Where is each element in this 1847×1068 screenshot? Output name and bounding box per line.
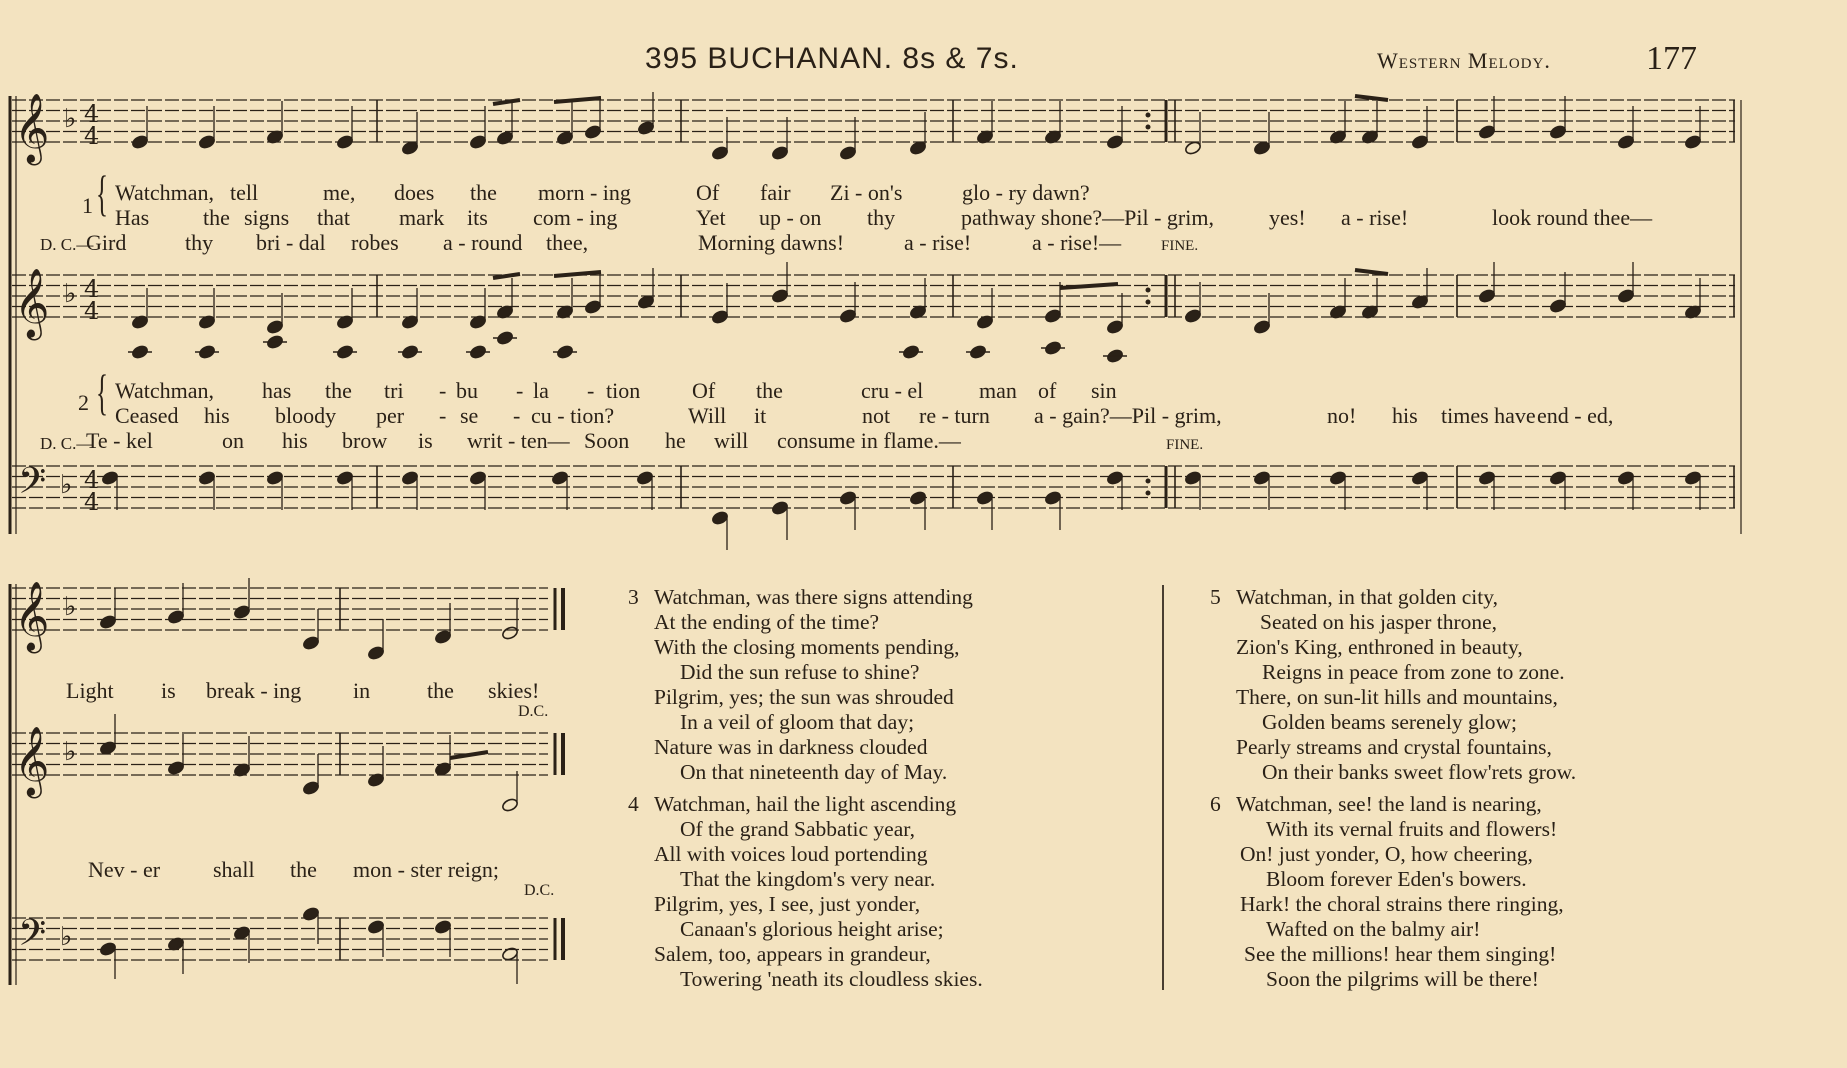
flat-sign: ♭ bbox=[64, 104, 77, 134]
verse-6 bbox=[1210, 792, 1564, 992]
lyric-word: up - on bbox=[759, 205, 822, 230]
half-note bbox=[501, 946, 519, 961]
quarter-note bbox=[1411, 470, 1429, 485]
lyric-word: com - ing bbox=[533, 205, 618, 230]
lyric-word: bu bbox=[456, 378, 478, 403]
lyric-word: glo - ry dawn? bbox=[962, 180, 1090, 205]
quarter-note bbox=[1478, 470, 1496, 485]
quarter-note bbox=[1617, 288, 1635, 303]
quarter-note bbox=[434, 761, 452, 776]
verse-line: With its vernal fruits and flowers! bbox=[1266, 817, 1558, 841]
lyric-word: Ceased bbox=[115, 403, 179, 428]
lyric-word: robes bbox=[351, 230, 399, 255]
lyric-word: - bbox=[513, 403, 521, 428]
lyric-word: times have bbox=[1441, 403, 1536, 428]
lyric-word: morn - ing bbox=[538, 180, 631, 205]
verse-line: Watchman, was there signs attending bbox=[654, 585, 973, 609]
bass-clef-icon: 𝄢 bbox=[18, 912, 47, 963]
quarter-note bbox=[336, 134, 354, 149]
brace: { bbox=[96, 364, 108, 420]
verse-line: On their banks sweet flow'rets grow. bbox=[1262, 760, 1577, 784]
quarter-note bbox=[909, 140, 927, 155]
lyric-word: the bbox=[470, 180, 497, 205]
fine-marker: FINE. bbox=[1161, 238, 1199, 254]
melody-credit: Western Melody. bbox=[1377, 48, 1551, 73]
quarter-note bbox=[101, 470, 119, 485]
quarter-note bbox=[266, 319, 284, 334]
lyric-word: per bbox=[376, 403, 405, 428]
quarter-note bbox=[434, 919, 452, 934]
lyric-word: pathway shone?—Pil - grim, bbox=[961, 205, 1214, 230]
quarter-note bbox=[336, 470, 354, 485]
lyric-word: - bbox=[516, 378, 524, 403]
verse-line: At the ending of the time? bbox=[654, 610, 880, 634]
time-signature: 4 bbox=[84, 122, 100, 150]
quarter-note bbox=[1044, 308, 1062, 323]
quarter-note bbox=[1329, 470, 1347, 485]
lyric-word: signs bbox=[244, 205, 290, 230]
quarter-note bbox=[367, 919, 385, 934]
lyric-word: is bbox=[161, 678, 176, 703]
stanza-number: 1 bbox=[82, 193, 93, 218]
quarter-note bbox=[556, 130, 574, 145]
quarter-note bbox=[771, 500, 789, 515]
quarter-note bbox=[909, 490, 927, 505]
lyric-word: fair bbox=[760, 180, 791, 205]
quarter-note bbox=[434, 629, 452, 644]
verse-line: Bloom forever Eden's bowers. bbox=[1266, 867, 1527, 891]
quarter-note bbox=[711, 145, 729, 160]
treble-clef-icon: 𝄞 bbox=[14, 581, 50, 651]
quarter-note bbox=[1253, 319, 1271, 334]
lyric-word: Soon bbox=[584, 428, 630, 453]
page-number: 177 bbox=[1646, 40, 1697, 77]
verse-line: Wafted on the balmy air! bbox=[1266, 917, 1481, 941]
verse-number: 4 bbox=[628, 792, 639, 816]
quarter-note bbox=[367, 645, 385, 660]
verse-line: There, on sun-lit hills and mountains, bbox=[1236, 685, 1558, 709]
lyric-word: he bbox=[665, 428, 686, 453]
quarter-note bbox=[496, 130, 514, 145]
quarter-note bbox=[99, 941, 117, 956]
lyric-word: brow bbox=[342, 428, 388, 453]
lyric-word: man bbox=[979, 378, 1017, 403]
lyric-word: Watchman, bbox=[115, 378, 215, 403]
verse-line: Soon the pilgrims will be there! bbox=[1266, 967, 1539, 991]
quarter-note bbox=[1478, 288, 1496, 303]
lyric-word: Watchman, bbox=[115, 180, 215, 205]
lyric-word: has bbox=[262, 378, 292, 403]
quarter-note bbox=[1106, 470, 1124, 485]
quarter-note bbox=[233, 925, 251, 940]
quarter-note bbox=[1549, 470, 1567, 485]
bass-clef-icon: 𝄢 bbox=[18, 460, 47, 511]
treble-clef-icon: 𝄞 bbox=[14, 93, 50, 163]
repeat-dot bbox=[1146, 491, 1151, 496]
quarter-note bbox=[839, 308, 857, 323]
verse-number: 3 bbox=[628, 585, 639, 609]
beam bbox=[450, 752, 488, 758]
lyric-word: Of bbox=[696, 180, 720, 205]
quarter-note bbox=[1106, 319, 1124, 334]
quarter-note bbox=[711, 309, 729, 324]
quarter-note bbox=[976, 490, 994, 505]
lyric-word: cu - tion? bbox=[531, 403, 615, 428]
lyric-word: Nev - er bbox=[88, 857, 161, 882]
lyric-word: se bbox=[460, 403, 479, 428]
time-signature: 4 bbox=[84, 466, 100, 494]
lyric-word: Morning dawns! bbox=[698, 230, 845, 255]
lyric-word: on bbox=[222, 428, 244, 453]
quarter-note bbox=[167, 760, 185, 775]
quarter-note bbox=[1253, 140, 1271, 155]
quarter-note bbox=[198, 134, 216, 149]
quarter-note bbox=[1617, 134, 1635, 149]
verse-line: Nature was in darkness clouded bbox=[654, 735, 928, 759]
lyric-word: writ - ten— bbox=[467, 428, 570, 453]
verse-line: Towering 'neath its cloudless skies. bbox=[680, 967, 983, 991]
quarter-note bbox=[401, 470, 419, 485]
quarter-note bbox=[469, 134, 487, 149]
quarter-note bbox=[167, 609, 185, 624]
repeat-dot bbox=[1146, 125, 1151, 130]
lyric-word: bloody bbox=[275, 403, 337, 428]
verse-line: Watchman, see! the land is nearing, bbox=[1236, 792, 1542, 816]
lyric-word: will bbox=[714, 428, 749, 453]
quarter-note bbox=[839, 490, 857, 505]
quarter-note bbox=[1684, 470, 1702, 485]
beam bbox=[1060, 284, 1118, 288]
time-signature: 4 bbox=[84, 100, 100, 128]
lyric-word: is bbox=[418, 428, 433, 453]
fine-marker: FINE. bbox=[1166, 437, 1204, 453]
lyric-word: thy bbox=[185, 230, 214, 255]
quarter-note bbox=[1549, 298, 1567, 313]
verse-line: Salem, too, appears in grandeur, bbox=[654, 942, 931, 966]
quarter-note bbox=[233, 604, 251, 619]
verse-line: Golden beams serenely glow; bbox=[1262, 710, 1517, 734]
verse-line: Seated on his jasper throne, bbox=[1260, 610, 1498, 634]
verse-3 bbox=[628, 585, 973, 785]
flat-sign: ♭ bbox=[64, 737, 77, 767]
quarter-note bbox=[266, 470, 284, 485]
verse-line: Pilgrim, yes; the sun was shrouded bbox=[654, 685, 954, 709]
lyric-word: his bbox=[282, 428, 308, 453]
verse-number: 5 bbox=[1210, 585, 1221, 609]
quarter-note bbox=[198, 470, 216, 485]
quarter-note bbox=[99, 740, 117, 755]
dc-marker: D. C.— bbox=[40, 235, 94, 254]
lyric-word: Gird bbox=[86, 230, 127, 255]
lyric-word: it bbox=[754, 403, 767, 428]
lyric-word: Has bbox=[115, 205, 150, 230]
treble-clef-icon: 𝄞 bbox=[14, 268, 50, 338]
verse-line: With the closing moments pending, bbox=[654, 635, 960, 659]
quarter-note bbox=[711, 510, 729, 525]
stanza-number: 2 bbox=[78, 390, 89, 415]
verse-line: Watchman, in that golden city, bbox=[1236, 585, 1498, 609]
lyric-word: thy bbox=[867, 205, 896, 230]
quarter-note bbox=[1184, 470, 1202, 485]
verse-line: On that nineteenth day of May. bbox=[680, 760, 948, 784]
lyric-word: Zi - on's bbox=[830, 180, 903, 205]
verse-line: All with voices loud portending bbox=[654, 842, 928, 866]
hymn-title: 395 BUCHANAN. 8s & 7s. bbox=[645, 42, 1019, 75]
lyric-word: re - turn bbox=[919, 403, 990, 428]
half-note bbox=[1184, 140, 1202, 155]
lyric-word: sin bbox=[1091, 378, 1117, 403]
time-signature: 4 bbox=[84, 488, 100, 516]
quarter-note bbox=[1478, 124, 1496, 139]
quarter-note bbox=[637, 120, 655, 135]
quarter-note bbox=[771, 288, 789, 303]
lyric-word: his bbox=[204, 403, 230, 428]
repeat-dot bbox=[1146, 288, 1151, 293]
verse-4 bbox=[628, 792, 983, 992]
quarter-note bbox=[401, 140, 419, 155]
lyric-word: - bbox=[587, 378, 595, 403]
lyric-word: his bbox=[1392, 403, 1418, 428]
quarter-note bbox=[469, 470, 487, 485]
dc-marker: D.C. bbox=[524, 882, 555, 899]
quarter-note bbox=[839, 145, 857, 160]
verse-number: 6 bbox=[1210, 792, 1221, 816]
verse-line: Hark! the choral strains there ringing, bbox=[1240, 892, 1564, 916]
lyric-word: no! bbox=[1327, 403, 1357, 428]
verse-line: Watchman, hail the light ascending bbox=[654, 792, 957, 816]
repeat-dot bbox=[1146, 113, 1151, 118]
lyric-word: tion bbox=[606, 378, 641, 403]
quarter-note bbox=[1617, 470, 1635, 485]
quarter-note bbox=[1184, 308, 1202, 323]
lyric-word: a - gain?—Pil - grim, bbox=[1034, 403, 1222, 428]
lyric-word: tell bbox=[230, 180, 259, 205]
lyric-word: tri bbox=[384, 378, 404, 403]
verse-line: See the millions! hear them singing! bbox=[1244, 942, 1557, 966]
lyric-word: Yet bbox=[696, 205, 726, 230]
quarter-note bbox=[1549, 124, 1567, 139]
treble-clef-icon: 𝄞 bbox=[14, 726, 50, 796]
lyric-word: - bbox=[439, 403, 447, 428]
lyric-word: consume in flame.— bbox=[777, 428, 961, 453]
verse-5 bbox=[1210, 585, 1576, 785]
lyric-word: a - round bbox=[443, 230, 523, 255]
lyric-word: of bbox=[1038, 378, 1057, 403]
quarter-note bbox=[551, 470, 569, 485]
verse-line: Pearly streams and crystal fountains, bbox=[1236, 735, 1552, 759]
lyric-word: that bbox=[317, 205, 350, 230]
verse-line: Of the grand Sabbatic year, bbox=[680, 817, 915, 841]
lyric-word: the bbox=[427, 678, 454, 703]
lyric-word: Light bbox=[66, 678, 114, 703]
half-note bbox=[501, 625, 519, 640]
verse-line: In a veil of gloom that day; bbox=[680, 710, 915, 734]
lyric-word: Te - kel bbox=[86, 428, 153, 453]
quarter-note bbox=[1684, 134, 1702, 149]
verse-line: Canaan's glorious height arise; bbox=[680, 917, 944, 941]
time-signature: 4 bbox=[84, 297, 100, 325]
verse-line: Zion's King, enthroned in beauty, bbox=[1236, 635, 1523, 659]
lyric-word: bri - dal bbox=[256, 230, 326, 255]
lyric-word: its bbox=[467, 205, 488, 230]
dc-marker: D. C.— bbox=[40, 434, 94, 453]
lyric-word: the bbox=[290, 857, 317, 882]
flat-sign: ♭ bbox=[60, 922, 73, 952]
lyric-word: la bbox=[533, 378, 549, 403]
verse-line: Pilgrim, yes, I see, just yonder, bbox=[654, 892, 921, 916]
lyric-word: mon - ster reign; bbox=[353, 857, 500, 882]
dc-marker: D.C. bbox=[518, 703, 549, 720]
lyric-word: the bbox=[756, 378, 783, 403]
lyric-word: a - rise! bbox=[904, 230, 972, 255]
time-signature: 4 bbox=[84, 275, 100, 303]
quarter-note bbox=[302, 906, 320, 921]
quarter-note bbox=[771, 145, 789, 160]
lyric-word: not bbox=[862, 403, 891, 428]
lyric-word: me, bbox=[323, 180, 356, 205]
lyric-word: does bbox=[394, 180, 435, 205]
quarter-note bbox=[99, 614, 117, 629]
lyric-word: thee, bbox=[546, 230, 589, 255]
verse-line: Did the sun refuse to shine? bbox=[680, 660, 920, 684]
flat-sign: ♭ bbox=[60, 470, 73, 500]
lyric-word: break - ing bbox=[206, 678, 302, 703]
repeat-dot bbox=[1146, 300, 1151, 305]
lyric-word: mark bbox=[399, 205, 445, 230]
quarter-note bbox=[302, 635, 320, 650]
quarter-note bbox=[1106, 134, 1124, 149]
column-divider bbox=[1162, 585, 1164, 990]
lyric-word: a - rise! bbox=[1341, 205, 1409, 230]
verse-line: That the kingdom's very near. bbox=[680, 867, 936, 891]
flat-sign: ♭ bbox=[64, 279, 77, 309]
quarter-note bbox=[1411, 134, 1429, 149]
half-note bbox=[501, 797, 519, 812]
lyric-word: the bbox=[325, 378, 352, 403]
beam bbox=[554, 98, 601, 102]
quarter-note bbox=[637, 294, 655, 309]
repeat-dot bbox=[1146, 479, 1151, 484]
lyric-word: yes! bbox=[1269, 205, 1306, 230]
quarter-note bbox=[1253, 470, 1271, 485]
lyric-word: look round thee— bbox=[1492, 205, 1653, 230]
lyric-word: a - rise!— bbox=[1032, 230, 1122, 255]
lyric-word: Will bbox=[688, 403, 727, 428]
lyric-word: shall bbox=[213, 857, 255, 882]
quarter-note bbox=[1044, 490, 1062, 505]
flat-sign: ♭ bbox=[64, 592, 77, 622]
quarter-note bbox=[636, 470, 654, 485]
quarter-note bbox=[584, 299, 602, 314]
lyric-word: cru - el bbox=[861, 378, 924, 403]
verse-line: Reigns in peace from zone to zone. bbox=[1262, 660, 1565, 684]
quarter-note bbox=[1411, 294, 1429, 309]
verse-line: On! just yonder, O, how cheering, bbox=[1240, 842, 1533, 866]
beam bbox=[1355, 270, 1388, 274]
brace: { bbox=[96, 165, 108, 221]
lyric-word: skies! bbox=[488, 678, 540, 703]
quarter-note bbox=[584, 124, 602, 139]
lyric-word: the bbox=[203, 205, 230, 230]
lyric-word: end - ed, bbox=[1537, 403, 1614, 428]
quarter-note bbox=[302, 780, 320, 795]
lyric-word: - bbox=[439, 378, 447, 403]
lyric-word: in bbox=[353, 678, 371, 703]
lyric-word: Of bbox=[692, 378, 716, 403]
quarter-note bbox=[131, 134, 149, 149]
